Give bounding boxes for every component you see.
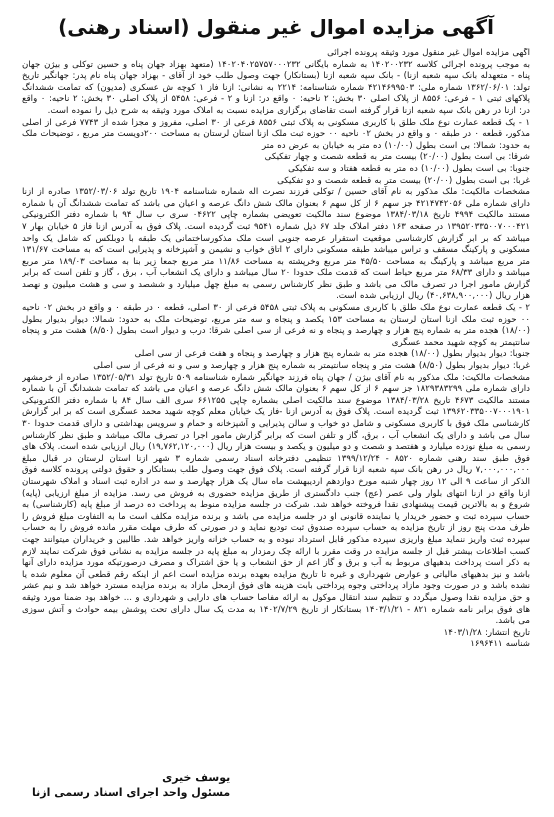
notice-paragraph-boundary-south-1: جنوبا: بی است بطول (۱۰/۰۰) ده متر به قطعه هفتاد و سه تفکیکی <box>288 163 530 174</box>
notice-title: آگهی مزایده اموال غیر منقول (اسناد رهنی) <box>58 15 494 39</box>
notice-paragraph-property-1: ۱ - یک قطعه عمارت نوع ملک طلق با کاربری مسکونی به پلاک ثبتی ۸۵۵۶ فرعی از ۳۰ اصلی، مفروز و مجزا شده از ۷۷۴۳ فرعی از اصلی مذکور، قطعه ۰ در طبقه ۰ و واقع در بخش ۰۲ ناحیه ۰۰ حوزه ثبت ملک ازنا استان لرستان به مساحت ۲۰۰دویست متر مربع ، توضیحات ملک به حدود: شمالا: بی است بطول (۱۰/۰۰) ده متر به خیابان به عرض ده متر <box>22 117 530 151</box>
notice-publish-date: تاریخ انتشار: ۱۴۰۳/۱/۲۸ <box>443 627 530 638</box>
notice-paragraph-boundary-east-1: شرقا: بی است بطول (۲۰/۰۰) بیست متر به قطعه شصت و چهار تفکیکی <box>264 152 530 163</box>
signature-name: یوسف خیری <box>162 771 231 784</box>
signature-role: مسئول واحد اجرای اسناد رسمی ازنا <box>32 786 231 799</box>
notice-paragraph-property-2: ۲ - یک قطعه عمارت نوع ملک طلق با کاربری مسکونی به پلاک ثبتی ۵۴۵۸ فرعی از ۳۰ اصلی، قطعه ۰ در طبقه ۰ و واقع در بخش ۰۲ ناحیه ۰۰ حوزه ثبت ملک ازنا استان لرستان به مساحت ۱۵۳ یکصد و پنجاه و سه متر مربع، توضیحات ملک به حدود: شمالا: دیوار بدیوار بطول (۱۸/۰۰) هجده متر به شماره پنج هزار و چهارصد و پنجاه و نه فرعی از سی اصلی شرقا: درب و دیوار است بطول (۸/۵۰) هشت متر و پنجاه سانتیمتر به کوچه شهید محمد عسگری <box>22 303 530 348</box>
notice-body <box>22 48 530 651</box>
notice-paragraph-ownership-2: مشخصات مالکیت: ملک مذکور به نام آقای بیژن / جهان پناه فرزند جهانگیر شماره شناسنامه ۵۰۹ تاریخ تولد ۱۳۵۲/۰۵/۳۱ صادره از خرمشهر دارای شماره ملی ۱۸۲۹۳۸۳۲۹۹ جز سهم ۶ از کل سهم ۶ بعنوان مالک شش دانگ عرصه و اعیان می باشد که تمامت ششدانگ آن با شماره مستند مالکیت ۴۶۷۳ تاریخ ۱۳۸۴/۰۳/۲۸ موضوع سند مالکیت اصلی بشماره چاپی ۶۶۱۲۵۵ سری الف سال ۸۴ با شماره دفتر الکترونیکی ۱۳۹۶۲۰۳۳۵۰۰۷۰۰۰۱۹۰۱ ثبت گردیده است. پلاک فوق به آدرس ازنا -فاز یک خیابان معلم کوچه شهید محمد عسگری است که بر ابر گزارش کارشناسی ملک فوق با کاربری مسکونی و شامل دو خواب و سالن پذیرایی و آشپزخانه و حمام و سرویس بهداشتی و دارای قدمت حدودا ۳۰ سال می باشد و دارای یک انشعاب آب ، برق، گاز و تلفن است که برابر گزارش مامور اجرا در تصرف مالک میباشد و طبق نظر کارشناس رسمی به مبلغ نوزده میلیارد و هفتصد و شصت و دو میلیون و یکصد و بیست هزار ریال (۱۹,۷۶۲,۱۲۰,۰۰۰) ریال ارزیابی شده است. پلاک های فوق طبق سند رهنی شماره ۸۵۲۰ - ۱۳۹۹/۱۲/۲۴ تنظیمی دفترخانه اسناد رسمی شماره ۳ شهر ازنا استان لرستان در قبال مبلغ ۷,۰۰۰,۰۰۰,۰۰۰ ریال در رهن بانک سپه شعبه ازنا قرار گرفته است. پلاک فوق جهت وصول طلب بستانکار و حقوق دولتی پرونده کلاسه فوق الذکر از ساعت ۹ الی ۱۲ روز چهار شنبه مورخ دوازدهم اردیبهشت ماه سال یک هزار چهارصد و سه در اداره ثبت اسناد و املاک شهرستان ازنا واقع در ازنا انتهای بلوار ولی عصر (عج) جنب دادگستری از طریق مزایده حضوری به فروش می رسد. مزایده از مبلغ ارزیابی (پایه) شروع و به بالاترین قیمت پیشنهادی نقدا فروخته خواهد شد. شرکت در جلسه مزایده منوط به پرداخت ده درصد از مبلغ پایه (کارشناسی) به حساب سپرده ثبت و حضور خریدار یا نماینده قانونی او در جلسه مزایده می باشد و برنده مزایده مکلف است ما به التفاوت مبلغ فروش را ظرف مدت پنج روز از تاریخ مزایده به حساب سپرده صندوق ثبت تودیع نماید و در صورتی که طرف مهلت مقرر مانده فروش را به حساب سپرده ثبت واریز ننماید مبلغ واریزی سپرده مذکور قابل استرداد نبوده و به حساب خزانه واریز خواهد شد. طالبین و خریداران میتوانند جهت کسب اطلاعات بیشتر قبل از جلسه مزایده در وقت مقرر با ارائه چک رمزدار به مبلغ پایه در جلسه مزایده به نشانی فوق شرکت نمایند لازم به ذکر است پرداخت بدهیهای مربوط به آب و برق و گاز اعم از حق انشعاب و یا حق اشتراک و مصرف درصورتیکه مورد مزایده دارای آنها باشد و نیز بدهیهای مالیاتی و عوارض شهرداری و غیره تا تاریخ مزایده بعهده برنده مزایده است اعم از اینکه رقم قطعی آن معلوم شده یا نشده باشد و در صورت وجود مازاد پرداختی وجوه پرداختی بابت هزینه های فوق ازمحل مازاد به برنده مزایده مسترد خواهد شد و نیم عشر و حق مزایده نقدا وصول میگردد و تنظیم سند انتقال موکول به ارائه مفاصا حساب های دارایی و شهرداری و ... خواهد بود ضمنا مورد وثیقه های فوق برابر نامه شماره ۸۲۱ - ۱۴۰۳/۱/۲۱ بستانکار از تاریخ ۱۴۰۲/۷/۲۹ به مدت یک سال دارای تحت پوشش بیمه حوادث و آتش سوزی می باشد. <box>22 372 530 627</box>
notice-id: شناسه ۱۶۹۶۴۱۱ <box>470 639 530 650</box>
notice-paragraph-boundary-south-2: جنوبا: دیوار بدیوار بطول (۱۸/۰۰) هجده متر به شماره پنج هزار و چهارصد و پنجاه و هفت فرعی از سی اصلی <box>134 349 530 360</box>
notice-paragraph-boundary-west-1: غربا: بی است بطول (۲۰/۰۰) بیست متر به قطعه شصت و دو تفکیکی <box>277 175 530 186</box>
signature-block <box>32 770 230 800</box>
notice-paragraph-ownership-1: مشخصات مالکیت: ملک مذکور به نام آقای حسین / توکلی فرزند نصرت اله شماره شناسنامه ۱۹۰۴ تاریخ تولد ۱۳۵۲/۰۳/۰۶ صادره از ازنا دارای شماره ملی ۴۲۱۴۷۴۲۰۵۶ جز سهم ۶ از کل سهم ۶ بعنوان مالک شش دانگ عرصه و اعیان می باشد که تمامت ششدانگ آن با شماره مستند مالکیت ۴۹۹۴ تاریخ ۱۳۸۴/۰۳/۱۸ موضوع سند مالکیت تعویضی بشماره چاپی ۰۴۶۲۲ سری ب سال ۹۴ با شماره دفتر الکترونیکی ۱۳۹۵۲۰۳۳۵۰۰۷۰۰۰۴۲۱ در صفحه ۱۶۳ دفتر املاک جلد ۶۷ ذیل شماره ۹۵۴۱ ثبت گردیده است. پلاک فوق به آدرس ازنا فاز ۵ خیابان بهار ۷ میباشد که بر ابر گزارش کارشناسی موقعیت استقرار عرصه جنوبی است ملک مذکورساختمانی یک طبقه با دوبلکس که شامل یک واحد مسکونی و پارکینگ مسقف و تراس میباشد طبقه مسکونی دارای ۲ اتاق خواب و نشیمن و آشپزخانه و پذیرایی است که به مساحت ۱۳۱/۶۷ متر مربع میباشد و پارکینگ به مساحت ۴۵/۵۰ متر مربع وخرپشته به مساحت ۱۱/۸۶ متر مربع جمعا زیر بنا به مساحت ۱۸۹/۰۳ متر مربع میباشد و دارای ۶۸/۳۳ متر مربع حیاط است که قدمت ملک حدودا ۲۰ سال میباشد و دارای یک انشعاب آب ، برق ، گاز و تلفن است که برابر گزارش مامور اجرا در تصرف مالک می باشد و طبق نظر کارشناس رسمی به مبلغ چهل میلیارد و ششصد و سی و هشت میلیون و نهصد هزار ریال (۴۰,۶۳۸,۹۰۰,۰۰۰) ریال ارزیابی شده است. <box>22 187 530 302</box>
notice-paragraph-boundary-west-2: غربا: دیوار بدیوار بطول (۸/۵۰) هشت متر و پنجاه سانتیمتر به شماره پنج هزار و چهارصد و سی و نه فرعی از سی اصلی <box>93 361 530 372</box>
notice-paragraph-intro: آگهی مزایده اموال غیر منقول مورد وثیقه پرونده اجرائی <box>327 48 530 58</box>
notice-paragraph-case: به موجب پرونده اجرائی کلاسه ۱۴۰۲۰۰۲۳۲ به شماره بایگانی ۱۴۰۲۰۴۰۲۵۷۵۷۰۰۰۲۳۲ (متعهد بهزاد جهان پناه و حسین توکلی و بیژن جهان پناه - متعهدله بانک سپه شعبه ازنا) - بانک سپه شعبه ازنا (بستانکار) جهت وصول طلب خود از آقای - بهزاد جهان پناه نام پدر: جهانگیر تاریخ تولد: ۱۳۶۲/۰۶/۰۱ شماره ملی: ۴۲۱۴۶۹۹۵۰۳ شماره شناسنامه: ۲۲۱۴ به نشانی: ازنا فاز ۱ کوچه ش عسکری (مدیون) که تمامت ششدانگ پلاکهای ثبتی ۱ - فرعی: ۸۵۵۶ از پلاک اصلی ۳۰ بخش: ۲ ناحیه: ۰ واقع در: ازنا و ۲ - فرعی: ۵۴۵۸ از پلاک اصلی ۳۰ بخش: ۲ ناحیه: ۰ واقع در: ازنا در رهن بانک سپه شعبه ازنا قرار گرفته است تقاضای برگزاری مزایده نسبت به املاک مورد وثیقه به شرح ذیل را نموده است. <box>22 59 530 116</box>
